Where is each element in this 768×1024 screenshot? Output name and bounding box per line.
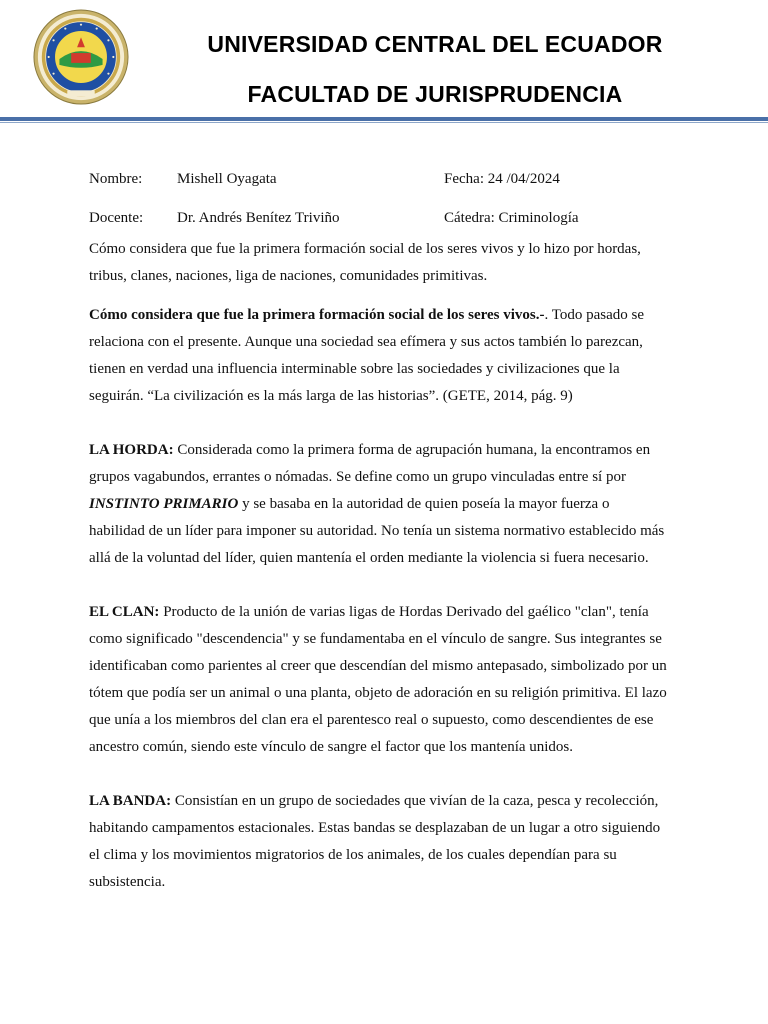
catedra-field: Cátedra: Criminología (444, 210, 579, 226)
meta-row-teacher (89, 205, 667, 232)
banda-text: Consistían en un grupo de sociedades que vivían de la caza, pesca y recolección, habitando campamentos estacionales. Estas bandas se desplazaban de un lugar a otro siguiendo el clima y los movimientos migratorios de los animales, de los cuales dependían para su subsistencia. (89, 793, 661, 890)
horda-heading: LA HORDA: (89, 442, 174, 458)
faculty-name: FACULTAD DE JURISPRUDENCIA (247, 81, 623, 107)
nombre-value: Mishell Oyagata (177, 171, 277, 187)
university-seal (32, 8, 130, 106)
nombre-label: Nombre: (89, 171, 143, 187)
intro-paragraph (89, 302, 667, 410)
university-name: UNIVERSIDAD CENTRAL DEL ECUADOR (207, 31, 663, 57)
document-body (89, 166, 667, 896)
horda-text-2: y se basaba en la autoridad de quien poseía la mayor fuerza o habilidad de un líder para imponer su autoridad. No tenía un sistema normativo establecido más allá de la voluntad del líder, quien mantenía el orden mediante la violencia si fuera necesario. (89, 496, 665, 566)
banda-paragraph (89, 788, 667, 896)
docente-label: Docente: (89, 210, 144, 226)
horda-text-1: Considerada como la primera forma de agrupación humana, la encontramos en grupos vagabundos, errantes o nómadas. Se define como un grupo vinculadas entre sí por (89, 442, 651, 485)
question-paragraph: Cómo considera que fue la primera formación social de los seres vivos y lo hizo por hordas, tribus, clanes, naciones, liga de naciones, comunidades primitivas. (89, 241, 641, 284)
clan-text: Producto de la unión de varias ligas de Hordas Derivado del gaélico "clan", tenía como significado "descendencia" y se fundamentaba en el vínculo de sangre. Sus integrantes se identificaban como parientes al creer que descendían del mismo antepasado, simbolizado por un tótem que podía ser un animal o una planta, objeto de adoración en su religión primitiva. El lazo que unía a los miembros del clan era el parentesco real o supuesto, como descendientes de ese ancestro común, siendo este vínculo de sangre el factor que los mantenía unidos. (89, 604, 667, 755)
header-rule (0, 117, 768, 121)
meta-row-student (89, 166, 667, 193)
document-header (0, 0, 768, 124)
docente-value: Dr. Andrés Benítez Triviño (177, 210, 340, 226)
intro-heading: Cómo considera que fue la primera formación social de los seres vivos.- (89, 307, 545, 323)
clan-paragraph (89, 599, 667, 761)
horda-paragraph (89, 437, 667, 572)
horda-emphasis: INSTINTO PRIMARIO (89, 496, 239, 512)
banda-heading: LA BANDA: (89, 793, 172, 809)
fecha-field: Fecha: 24 /04/2024 (444, 171, 560, 187)
clan-heading: EL CLAN: (89, 604, 160, 620)
intro-text: . Todo pasado se relaciona con el presente. Aunque una sociedad sea efímera y sus actos también lo parezcan, tienen en verdad una influencia interminable sobre las sociedades y civilizaciones que la seguirán. “La civilización es la más larga de las historias”. (GETE, 2014, pág. 9) (89, 307, 645, 404)
header-rule-thin (0, 122, 768, 123)
